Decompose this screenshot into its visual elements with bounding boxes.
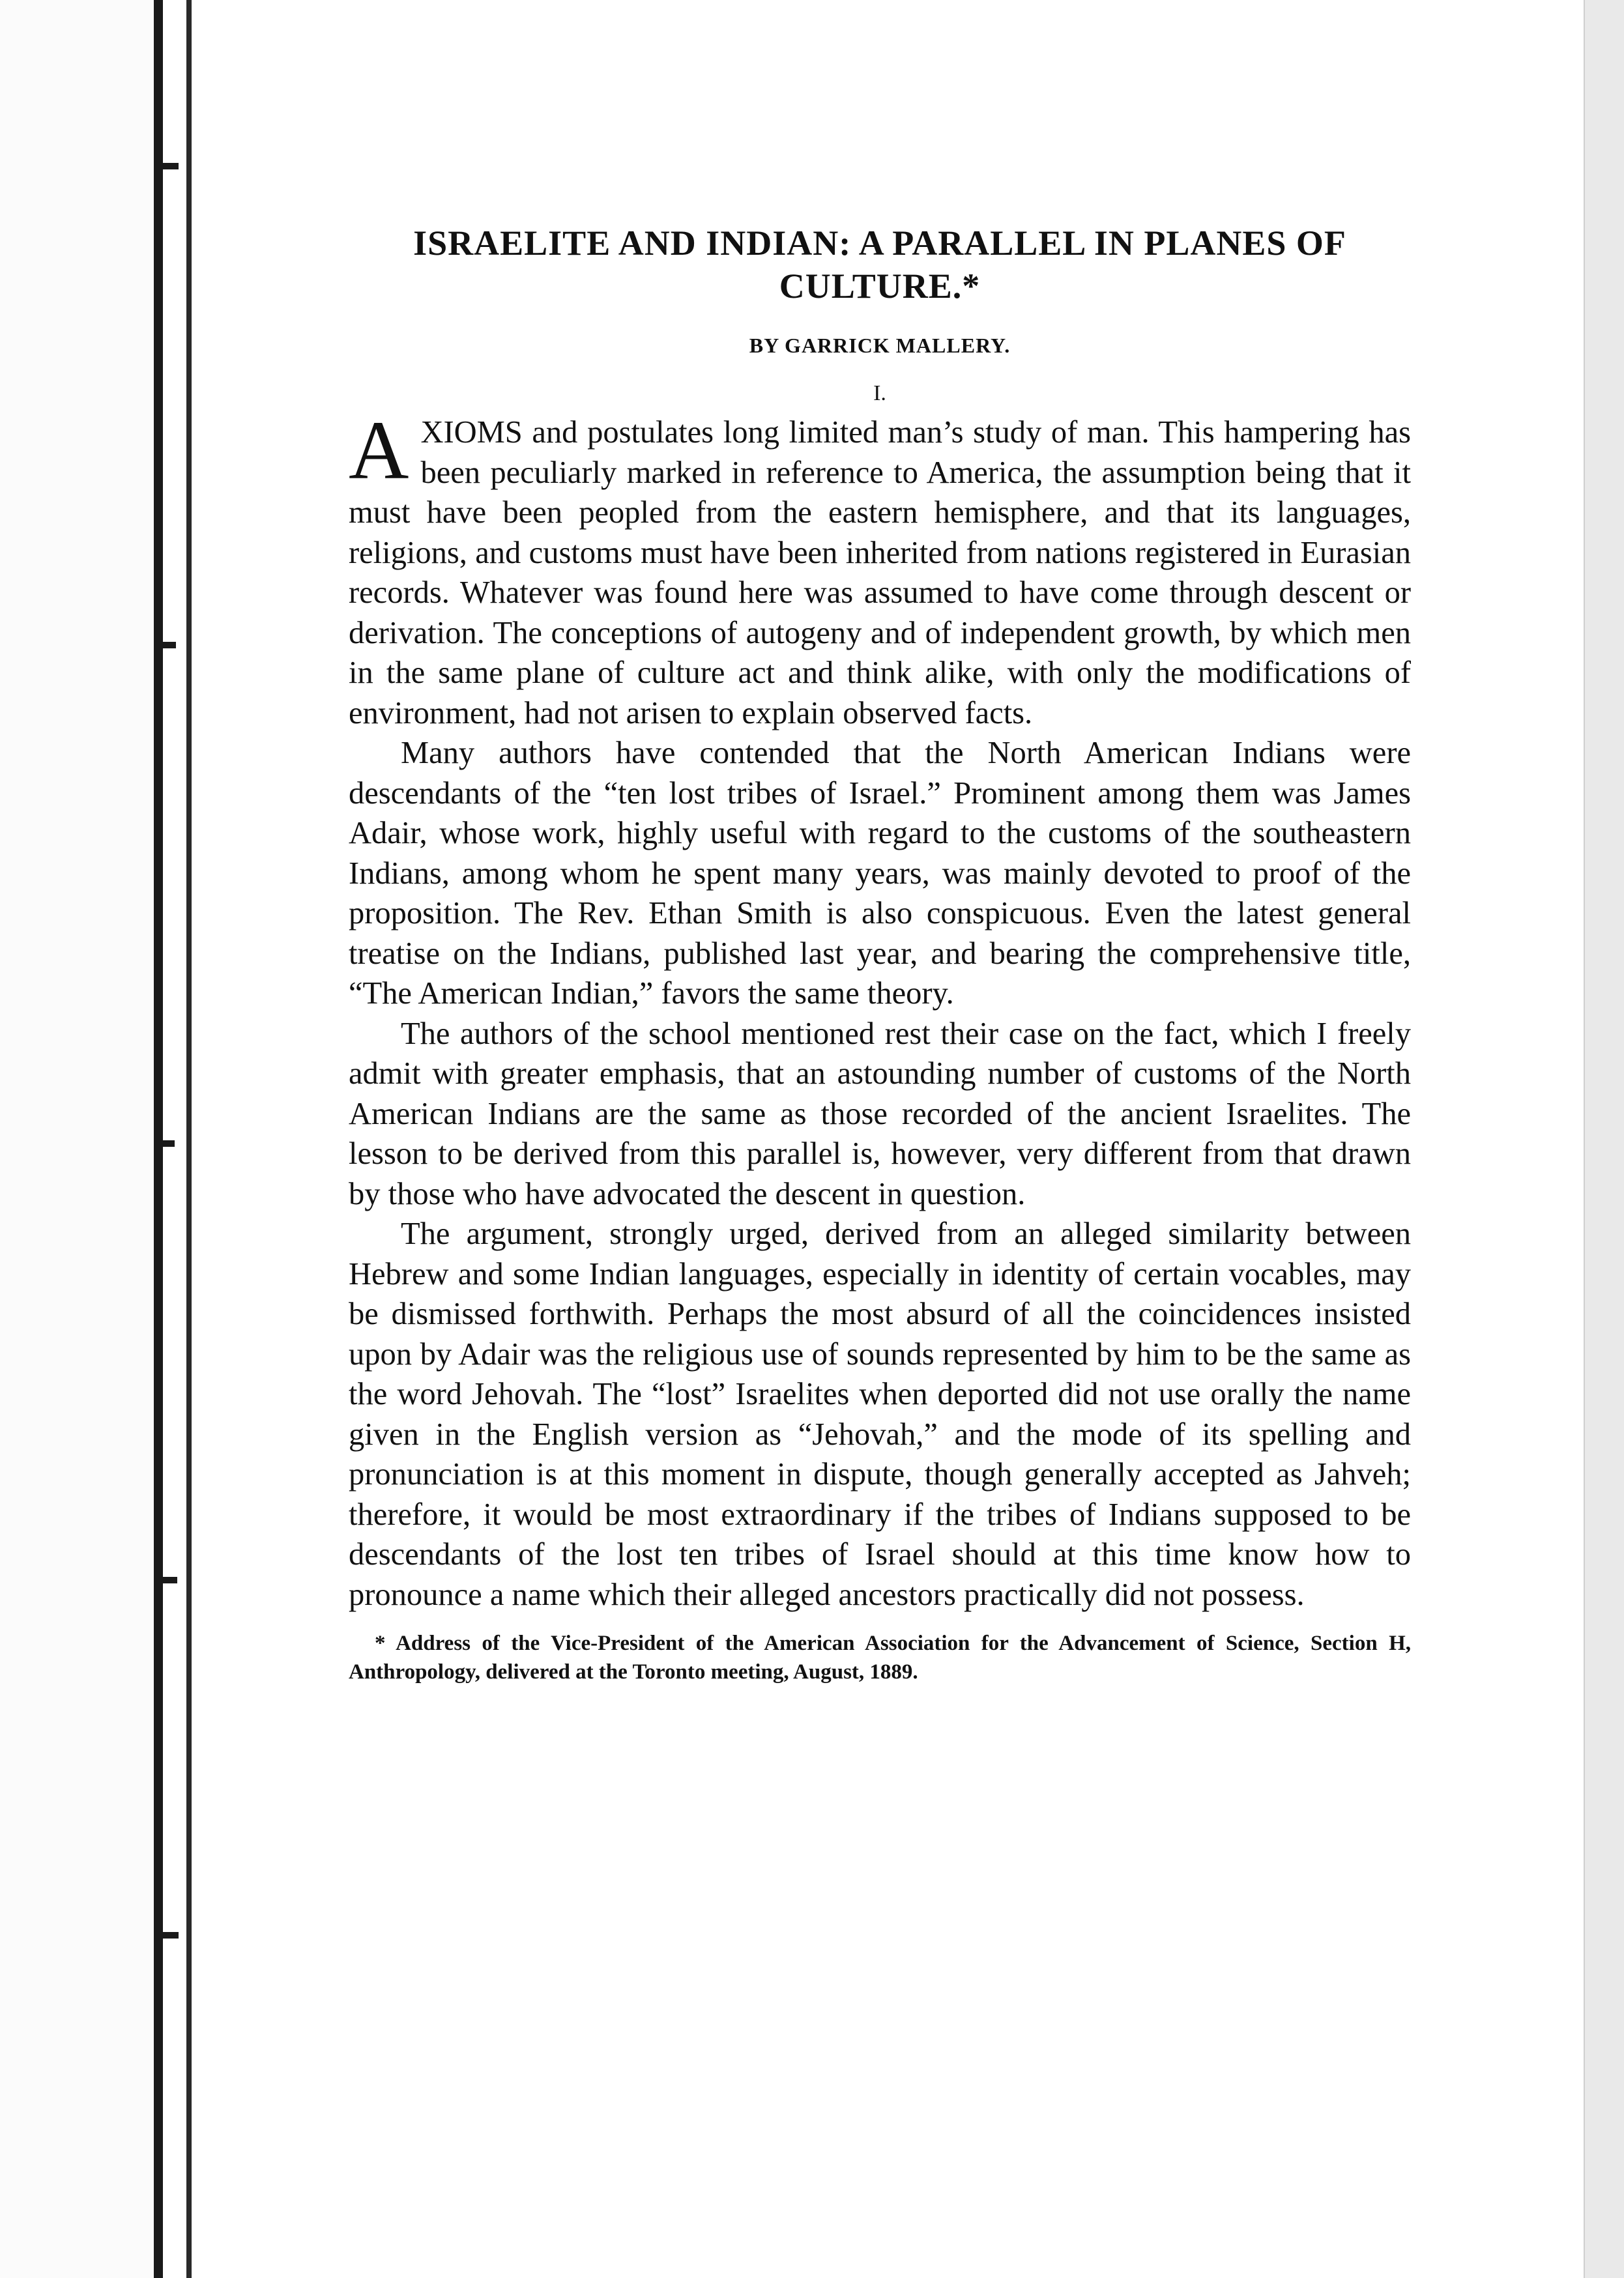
- binding-mark: [163, 1140, 175, 1147]
- drop-cap: A: [349, 404, 409, 497]
- paragraph: The argument, strongly urged, derived from an alleged similarity between Hebrew and some Indian languages, especially in identity of certain vocables, may be dismissed forthwith. Perhaps the most absurd of all the coincidences insisted upon by Adair was the religious use of sounds represented by him to be the same as the word Jehovah. The “lost” Israelites when deported did not use orally the name given in the English version as “Jehovah,” and the mode of its spelling and pronunciation is at this moment in dispute, though generally accepted as Jahveh; therefore, it would be most extraordinary if the tribes of Indians supposed to be descendants of the lost ten tribes of Israel should at this time know how to pronounce a name which their alleged ancestors practically did not possess.: [349, 1217, 1411, 1612]
- document-page: [196, 0, 1584, 2278]
- binding-gutter-line: [186, 0, 192, 2278]
- article-body: [349, 404, 1411, 1615]
- binding-mark: [163, 1932, 179, 1939]
- binding-mark: [163, 1577, 177, 1583]
- section-number: I.: [873, 381, 886, 405]
- paragraph: [349, 404, 1411, 733]
- binding-edge: [154, 0, 163, 2278]
- article-byline: BY GARRICK MALLERY.: [749, 334, 1011, 357]
- footnote: * Address of the Vice-President of the American Association for the Advancement of Science, Section H, Anthropology, delivered at the Toronto meeting, August, 1889.: [349, 1632, 1411, 1684]
- paragraph: Many authors have contended that the North American Indians were descendants of the “ten lost tribes of Israel.” Prominent among them was James Adair, whose work, highly useful with regard to the customs of the southeastern Indians, among whom he spent many years, was mainly devoted to proof of the proposition. The Rev. Ethan Smith is also conspicuous. Even the latest general treatise on the Indians, published last year, and bearing the comprehensive title, “The American Indian,” favors the same theory.: [349, 736, 1411, 1011]
- facing-page-margin: [0, 0, 156, 2278]
- article-title: ISRAELITE AND INDIAN: A PARALLEL IN PLANES OF CULTURE.*: [413, 223, 1346, 306]
- page-right-edge: [1582, 0, 1624, 2278]
- article: [349, 222, 1411, 1686]
- binding-mark: [163, 642, 176, 648]
- binding-mark: [163, 163, 179, 169]
- paragraph-text: XIOMS and postulates long limited man’s study of man. This hampering has been peculiarly marked in reference to America, the assumption being that it must have been peopled from the eastern hemisphere, and that its languages, religions, and customs must have been inherited from nations registered in Eurasian records. Whatever was found here was assumed to have come through descent or derivation. The conceptions of autogeny and of independent growth, by which men in the same plane of culture act and think alike, with only the modifications of environment, had not arisen to explain observed facts.: [349, 415, 1411, 730]
- paragraph: The authors of the school mentioned rest their case on the fact, which I freely admit with greater emphasis, that an astounding number of customs of the North American Indians are the same as those recorded of the ancient Israelites. The lesson to be derived from this parallel is, however, very different from that drawn by those who have advocated the descent in question.: [349, 1016, 1411, 1211]
